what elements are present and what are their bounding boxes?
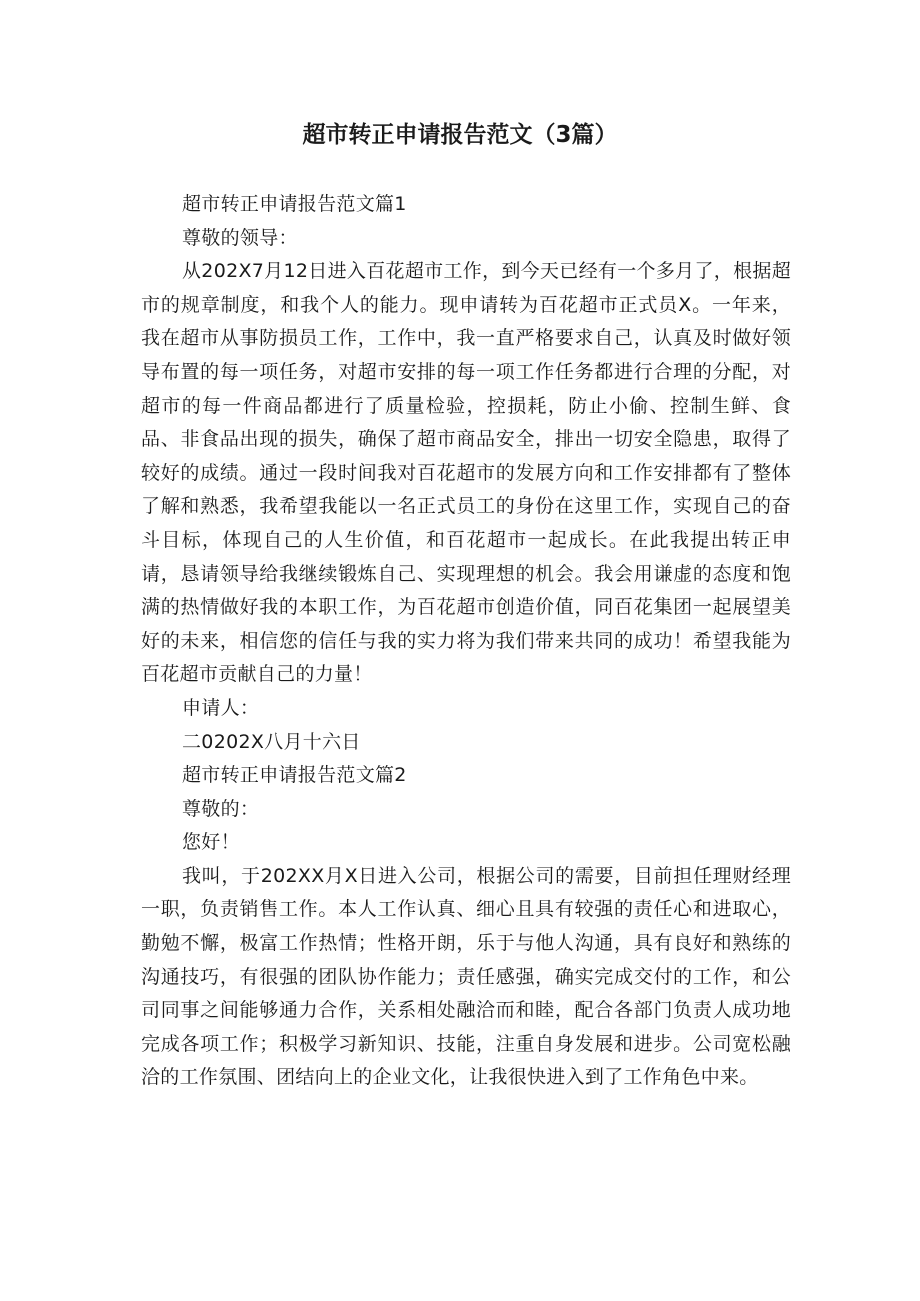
article1-date: 二0202X八月十六日: [182, 730, 361, 753]
article2-salutation: 尊敬的：: [182, 797, 260, 820]
article1-heading: 超市转正申请报告范文篇1: [182, 193, 407, 215]
article2-greeting: 您好！: [182, 831, 240, 854]
article1-salutation: 尊敬的领导：: [182, 226, 298, 249]
article1-applicant: 申请人：: [182, 696, 260, 719]
document-body: [141, 188, 791, 1095]
document-title: 超市转正申请报告范文（3篇）: [302, 122, 618, 148]
article2-heading: 超市转正申请报告范文篇2: [182, 764, 407, 787]
article2-body: 我叫，于202XX月X日进入公司，根据公司的需要，目前担任理财经理一职，负责销售工作。本人工作认真、细心且具有较强的责任心和进取心，勤勉不懈，极富工作热情；性格开朗，乐于与他人沟通，具有良好和熟练的沟通技巧，有很强的团队协作能力；责任感强，确实完成交付的工作，和公司同事之间能够通力合作，关系相处融洽而和睦，配合各部门负责人成功地完成各项工作；积极学习新知识、技能，注重自身发展和进步。公司宽松融洽的工作氛围、团结向上的企业文化，让我很快进入到了工作角色中来。: [141, 864, 791, 1089]
article1-body: 从202X7月12日进入百花超市工作，到今天已经有一个多月了，根据超市的规章制度，和我个人的能力。现申请转为百花超市正式员X。一年来，我在超市从事防损员工作，工作中，我一直严格要求自己，认真及时做好领导布置的每一项任务，对超市安排的每一项工作任务都进行合理的分配，对超市的每一件商品都进行了质量检验，控损耗，防止小偷、控制生鲜、食品、非食品出现的损失，确保了超市商品安全，排出一切安全隐患，取得了较好的成绩。通过一段时间我对百花超市的发展方向和工作安排都有了整体了解和熟悉，我希望我能以一名正式员工的身份在这里工作，实现自己的奋斗目标，体现自己的人生价值，和百花超市一起成长。在此我提出转正申请，恳请领导给我继续锻炼自己、实现理想的机会。我会用谦虚的态度和饱满的热情做好我的本职工作，为百花超市创造价值，同百花集团一起展望美好的未来，相信您的信任与我的实力将为我们带来共同的成功！希望我能为百花超市贡献自己的力量！: [141, 260, 791, 686]
